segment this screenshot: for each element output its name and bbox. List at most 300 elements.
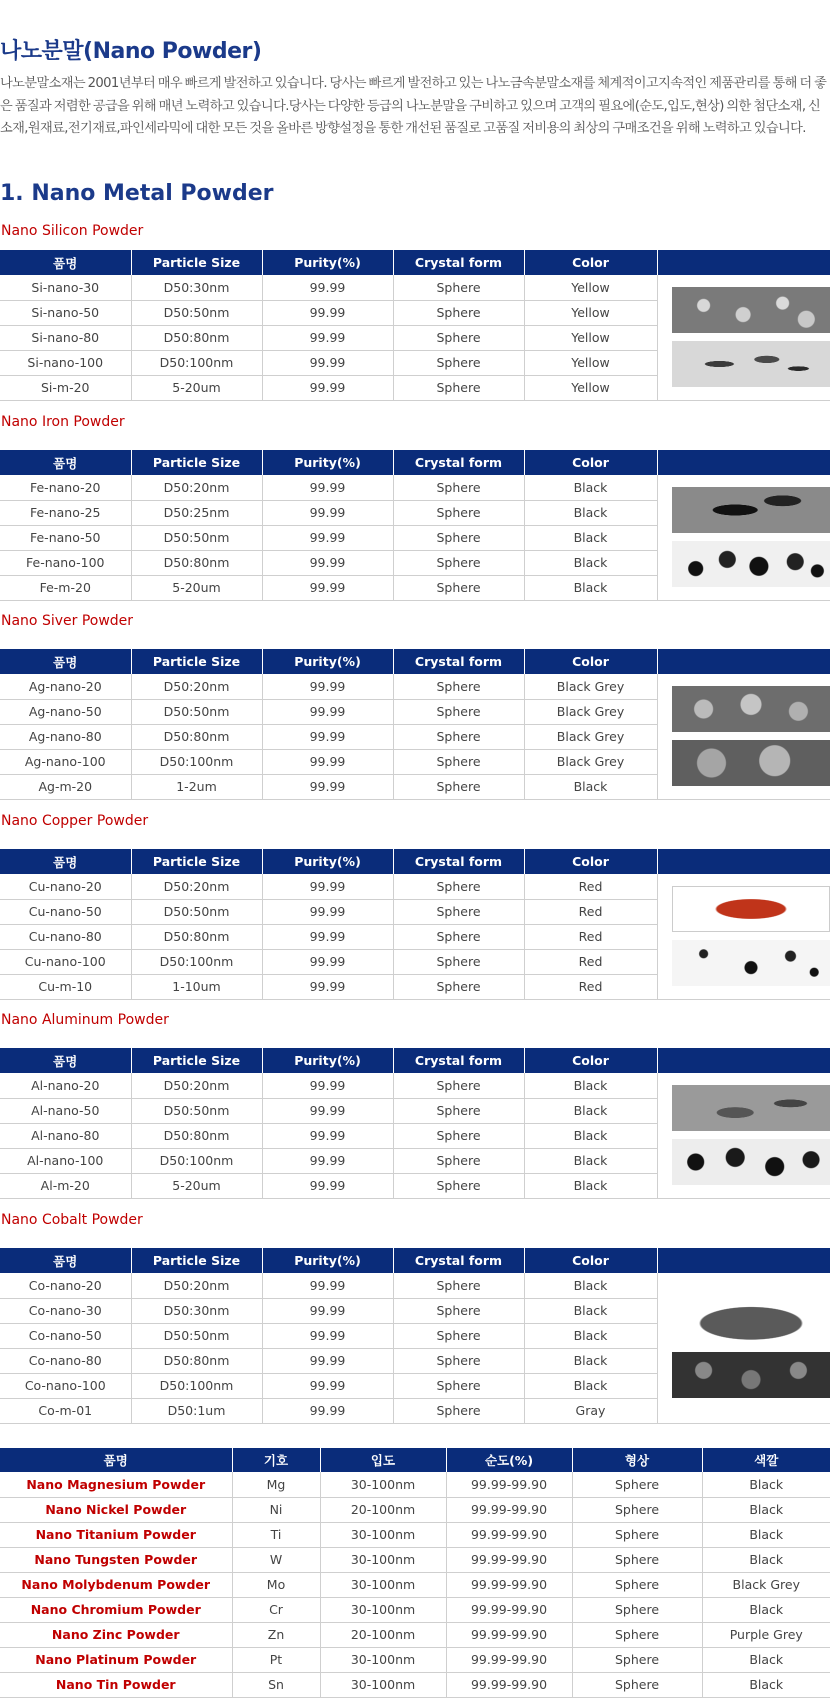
table-cell: Ti xyxy=(232,1522,320,1547)
table-cell: Black xyxy=(524,475,657,500)
table-cell: Sphere xyxy=(393,874,524,899)
table-cell: Sphere xyxy=(393,899,524,924)
table-cell: Black xyxy=(702,1547,830,1572)
table-cell: 99.99-99.90 xyxy=(446,1497,572,1522)
table-cell: Zn xyxy=(232,1622,320,1647)
column-header: 품명 xyxy=(0,1448,232,1472)
powder-photos xyxy=(657,674,830,799)
table-cell: 99.99 xyxy=(262,275,393,300)
table-cell: Sphere xyxy=(572,1622,702,1647)
column-header: Purity(%) xyxy=(262,1048,393,1073)
table-row xyxy=(0,1672,830,1697)
table-cell: Al-nano-50 xyxy=(0,1098,131,1123)
table-cell: 99.99 xyxy=(262,1073,393,1098)
table-cell: Sphere xyxy=(393,749,524,774)
group-title: Nano Silicon Powder xyxy=(1,223,144,239)
table-cell: Black xyxy=(702,1522,830,1547)
table-cell: 99.99 xyxy=(262,674,393,699)
intro-paragraph: 나노분말소재는 2001년부터 매우 빠르게 발전하고 있습니다. 당사는 빠르게 발전하고 있는 나노금속분말소재를 체계적이고지속적인 제품관리를 통해 더 좋은 품질과 저렴한 공급을 위해 매년 노력하고 있습니다.당사는 다양한 등급의 나노분말을 구비하고 있으며 고객의 필요에(순도,입도,현상) 의한 첨단소재, 신소재,원재료,전기재료,파인세라믹에 대한 모든 것을 올바른 방향설정을 통한 개선된 품질로 고품질 저비용의 최상의 구매조건을 위해 노력하고 있습니다. xyxy=(0,76,827,136)
column-header: Particle Size xyxy=(131,1248,262,1273)
table-cell: 99.99 xyxy=(262,375,393,400)
table-cell: 99.99 xyxy=(262,1098,393,1123)
table-cell: D50:25nm xyxy=(131,500,262,525)
table-cell: Black xyxy=(524,1123,657,1148)
powder-photos xyxy=(657,1073,830,1198)
table-cell: Black Grey xyxy=(524,724,657,749)
table-cell: D50:50nm xyxy=(131,1098,262,1123)
column-header: Color xyxy=(524,649,657,674)
product-name: Nano Molybdenum Powder xyxy=(0,1572,232,1597)
table-cell: 99.99-99.90 xyxy=(446,1672,572,1697)
table-cell: Sphere xyxy=(393,1148,524,1173)
table-cell: Mo xyxy=(232,1572,320,1597)
table-cell: Sphere xyxy=(572,1597,702,1622)
table-cell: Sphere xyxy=(572,1522,702,1547)
table-cell: Black Grey xyxy=(702,1572,830,1597)
table-cell: D50:100nm xyxy=(131,1148,262,1173)
table-cell: D50:20nm xyxy=(131,674,262,699)
table-cell: Black xyxy=(524,1373,657,1398)
table-cell: Sphere xyxy=(393,475,524,500)
page-title: 나노분말(Nano Powder) xyxy=(0,39,262,64)
column-header: 순도(%) xyxy=(446,1448,572,1472)
table-cell: 99.99 xyxy=(262,1373,393,1398)
table-cell: Sphere xyxy=(393,674,524,699)
column-header: Crystal form xyxy=(393,1048,524,1073)
table-cell: Al-nano-20 xyxy=(0,1073,131,1098)
column-header: Crystal form xyxy=(393,1248,524,1273)
table-cell: Si-nano-50 xyxy=(0,300,131,325)
table-cell: 99.99 xyxy=(262,1323,393,1348)
column-header: 품명 xyxy=(0,250,131,275)
table-cell: Yellow xyxy=(524,350,657,375)
product-name: Nano Nickel Powder xyxy=(0,1497,232,1522)
table-cell: D50:80nm xyxy=(131,325,262,350)
group-title: Nano Cobalt Powder xyxy=(1,1212,143,1228)
table-cell: 1-2um xyxy=(131,774,262,799)
column-header: Particle Size xyxy=(131,1048,262,1073)
table-cell: Sphere xyxy=(572,1472,702,1497)
table-cell: 1-10um xyxy=(131,974,262,999)
table-cell: Mg xyxy=(232,1472,320,1497)
image-column-header xyxy=(657,250,830,275)
table-cell: 99.99 xyxy=(262,300,393,325)
product-name: Nano Chromium Powder xyxy=(0,1597,232,1622)
table-cell: Al-m-20 xyxy=(0,1173,131,1198)
table-cell: Black xyxy=(702,1597,830,1622)
table-cell: Co-m-01 xyxy=(0,1398,131,1423)
table-cell: Black Grey xyxy=(524,699,657,724)
column-header: 품명 xyxy=(0,649,131,674)
table-cell: Si-nano-100 xyxy=(0,350,131,375)
table-cell: Sphere xyxy=(393,575,524,600)
table-cell: Black xyxy=(524,1098,657,1123)
table-cell: 99.99 xyxy=(262,1398,393,1423)
table-cell: Sphere xyxy=(572,1647,702,1672)
table-row xyxy=(0,275,830,300)
table-cell: Black xyxy=(702,1672,830,1697)
table-cell: Ag-nano-80 xyxy=(0,724,131,749)
table-row xyxy=(0,1522,830,1547)
table-cell: Sphere xyxy=(393,949,524,974)
table-cell: Fe-nano-25 xyxy=(0,500,131,525)
table-cell: 99.99 xyxy=(262,350,393,375)
product-table xyxy=(0,649,830,800)
powder-micrograph-image xyxy=(672,1085,830,1131)
table-cell: Sphere xyxy=(572,1547,702,1572)
product-name: Nano Titanium Powder xyxy=(0,1522,232,1547)
table-cell: Co-nano-100 xyxy=(0,1373,131,1398)
table-cell: Sphere xyxy=(393,300,524,325)
column-header: Crystal form xyxy=(393,450,524,475)
section-title: 1. Nano Metal Powder xyxy=(0,181,274,206)
image-column-header xyxy=(657,1048,830,1073)
column-header: 품명 xyxy=(0,450,131,475)
table-cell: 99.99-99.90 xyxy=(446,1622,572,1647)
table-cell: Si-nano-80 xyxy=(0,325,131,350)
table-cell: Black xyxy=(524,575,657,600)
table-cell: 20-100nm xyxy=(320,1497,446,1522)
table-cell: 99.99 xyxy=(262,874,393,899)
table-cell: 30-100nm xyxy=(320,1547,446,1572)
table-cell: Cu-nano-100 xyxy=(0,949,131,974)
table-cell: Ag-nano-50 xyxy=(0,699,131,724)
table-cell: Sphere xyxy=(393,974,524,999)
table-cell: D50:1um xyxy=(131,1398,262,1423)
table-row xyxy=(0,1622,830,1647)
column-header: 품명 xyxy=(0,1248,131,1273)
table-cell: Purple Grey xyxy=(702,1622,830,1647)
table-cell: 99.99-99.90 xyxy=(446,1597,572,1622)
table-cell: 30-100nm xyxy=(320,1672,446,1697)
column-header: 색깔 xyxy=(702,1448,830,1472)
column-header: Purity(%) xyxy=(262,649,393,674)
table-cell: 99.99 xyxy=(262,550,393,575)
table-cell: Cu-nano-80 xyxy=(0,924,131,949)
table-cell: Yellow xyxy=(524,325,657,350)
table-row xyxy=(0,475,830,500)
table-cell: 99.99 xyxy=(262,924,393,949)
column-header: Color xyxy=(524,250,657,275)
column-header: Purity(%) xyxy=(262,849,393,874)
table-cell: Cu-nano-50 xyxy=(0,899,131,924)
table-cell: Black xyxy=(524,1323,657,1348)
product-table xyxy=(0,849,830,1000)
table-cell: Sphere xyxy=(393,325,524,350)
table-row xyxy=(0,1547,830,1572)
table-cell: Sphere xyxy=(393,1273,524,1298)
table-cell: Black xyxy=(702,1472,830,1497)
table-cell: 30-100nm xyxy=(320,1572,446,1597)
table-cell: Black Grey xyxy=(524,674,657,699)
table-cell: D50:30nm xyxy=(131,1298,262,1323)
table-cell: Al-nano-100 xyxy=(0,1148,131,1173)
table-cell: D50:20nm xyxy=(131,475,262,500)
column-header: Crystal form xyxy=(393,250,524,275)
powder-micrograph-image xyxy=(672,1352,830,1398)
table-row xyxy=(0,674,830,699)
table-cell: Sphere xyxy=(393,525,524,550)
table-cell: Sphere xyxy=(393,500,524,525)
powder-photos xyxy=(657,1273,830,1423)
table-cell: 30-100nm xyxy=(320,1522,446,1547)
table-cell: 99.99 xyxy=(262,500,393,525)
table-row xyxy=(0,1572,830,1597)
column-header: Color xyxy=(524,450,657,475)
table-cell: Black xyxy=(524,1348,657,1373)
table-cell: Ag-nano-100 xyxy=(0,749,131,774)
group-title: Nano Aluminum Powder xyxy=(1,1012,169,1028)
table-row xyxy=(0,1472,830,1497)
table-cell: W xyxy=(232,1547,320,1572)
table-row xyxy=(0,1497,830,1522)
table-cell: D50:100nm xyxy=(131,949,262,974)
product-table xyxy=(0,450,830,601)
table-cell: Cu-m-10 xyxy=(0,974,131,999)
table-cell: D50:20nm xyxy=(131,874,262,899)
powder-micrograph-image xyxy=(672,1298,830,1344)
powder-micrograph-image xyxy=(672,886,830,932)
table-cell: Fe-nano-50 xyxy=(0,525,131,550)
table-cell: Cu-nano-20 xyxy=(0,874,131,899)
table-cell: Si-m-20 xyxy=(0,375,131,400)
table-cell: Fe-nano-20 xyxy=(0,475,131,500)
table-cell: Red xyxy=(524,874,657,899)
group-title: Nano Iron Powder xyxy=(1,414,125,430)
table-cell: Co-nano-30 xyxy=(0,1298,131,1323)
table-cell: Sphere xyxy=(393,699,524,724)
table-cell: 99.99 xyxy=(262,974,393,999)
product-name: Nano Tin Powder xyxy=(0,1672,232,1697)
product-table xyxy=(0,1048,830,1199)
table-cell: Sphere xyxy=(393,774,524,799)
table-cell: Black xyxy=(524,525,657,550)
table-cell: D50:100nm xyxy=(131,749,262,774)
table-cell: Sphere xyxy=(393,1373,524,1398)
table-cell: Sphere xyxy=(393,724,524,749)
column-header: 품명 xyxy=(0,849,131,874)
group-title: Nano Siver Powder xyxy=(1,613,134,629)
table-row xyxy=(0,874,830,899)
table-cell: D50:80nm xyxy=(131,924,262,949)
table-cell: D50:100nm xyxy=(131,1373,262,1398)
table-cell: Sphere xyxy=(393,1398,524,1423)
table-cell: Ag-m-20 xyxy=(0,774,131,799)
table-cell: Co-nano-20 xyxy=(0,1273,131,1298)
image-column-header xyxy=(657,849,830,874)
table-cell: Sphere xyxy=(393,1298,524,1323)
table-cell: D50:50nm xyxy=(131,525,262,550)
image-column-header xyxy=(657,1248,830,1273)
table-cell: D50:50nm xyxy=(131,300,262,325)
table-cell: Fe-nano-100 xyxy=(0,550,131,575)
table-cell: Sphere xyxy=(393,550,524,575)
table-cell: 20-100nm xyxy=(320,1622,446,1647)
table-cell: Sn xyxy=(232,1672,320,1697)
table-cell: Ag-nano-20 xyxy=(0,674,131,699)
table-cell: 30-100nm xyxy=(320,1647,446,1672)
column-header: Purity(%) xyxy=(262,1248,393,1273)
table-cell: 99.99 xyxy=(262,699,393,724)
powder-photos xyxy=(657,874,830,999)
table-cell: 99.99-99.90 xyxy=(446,1547,572,1572)
table-cell: Sphere xyxy=(572,1572,702,1597)
table-cell: Black xyxy=(702,1647,830,1672)
column-header: Crystal form xyxy=(393,849,524,874)
table-cell: D50:30nm xyxy=(131,275,262,300)
table-cell: Si-nano-30 xyxy=(0,275,131,300)
table-cell: Black Grey xyxy=(524,749,657,774)
product-name: Nano Magnesium Powder xyxy=(0,1472,232,1497)
table-cell: Black xyxy=(524,1148,657,1173)
table-cell: Black xyxy=(524,1173,657,1198)
table-cell: Black xyxy=(524,1298,657,1323)
table-cell: 99.99-99.90 xyxy=(446,1522,572,1547)
table-cell: Sphere xyxy=(393,1323,524,1348)
table-cell: Red xyxy=(524,974,657,999)
table-cell: Sphere xyxy=(393,1348,524,1373)
table-cell: Sphere xyxy=(572,1672,702,1697)
table-cell: 99.99 xyxy=(262,1148,393,1173)
table-cell: 99.99 xyxy=(262,525,393,550)
table-row xyxy=(0,1647,830,1672)
product-table xyxy=(0,250,830,401)
table-cell: Sphere xyxy=(393,1098,524,1123)
table-cell: 5-20um xyxy=(131,575,262,600)
column-header: Color xyxy=(524,849,657,874)
table-cell: 99.99-99.90 xyxy=(446,1472,572,1497)
table-cell: Co-nano-50 xyxy=(0,1323,131,1348)
powder-photos xyxy=(657,475,830,600)
product-name: Nano Tungsten Powder xyxy=(0,1547,232,1572)
table-cell: 99.99 xyxy=(262,475,393,500)
column-header: Particle Size xyxy=(131,250,262,275)
powder-photos xyxy=(657,275,830,400)
table-cell: 30-100nm xyxy=(320,1597,446,1622)
table-cell: D50:50nm xyxy=(131,1323,262,1348)
table-cell: 99.99 xyxy=(262,774,393,799)
table-cell: Red xyxy=(524,949,657,974)
table-cell: 99.99 xyxy=(262,1123,393,1148)
table-cell: 99.99 xyxy=(262,325,393,350)
powder-micrograph-image xyxy=(672,541,830,587)
table-cell: 99.99 xyxy=(262,949,393,974)
powder-micrograph-image xyxy=(672,487,830,533)
image-column-header xyxy=(657,649,830,674)
misc-powder-table xyxy=(0,1448,830,1698)
table-cell: Sphere xyxy=(393,275,524,300)
table-cell: Pt xyxy=(232,1647,320,1672)
table-cell: 99.99-99.90 xyxy=(446,1572,572,1597)
table-cell: Gray xyxy=(524,1398,657,1423)
column-header: Particle Size xyxy=(131,450,262,475)
powder-micrograph-image xyxy=(672,341,830,387)
table-cell: 5-20um xyxy=(131,375,262,400)
table-cell: Sphere xyxy=(393,1123,524,1148)
table-cell: Black xyxy=(524,774,657,799)
column-header: Particle Size xyxy=(131,849,262,874)
image-column-header xyxy=(657,450,830,475)
column-header: Crystal form xyxy=(393,649,524,674)
column-header: Color xyxy=(524,1248,657,1273)
table-cell: 99.99 xyxy=(262,749,393,774)
table-cell: D50:20nm xyxy=(131,1073,262,1098)
product-name: Nano Zinc Powder xyxy=(0,1622,232,1647)
table-cell: Yellow xyxy=(524,375,657,400)
column-header: Particle Size xyxy=(131,649,262,674)
powder-micrograph-image xyxy=(672,740,830,786)
column-header: 형상 xyxy=(572,1448,702,1472)
table-cell: Co-nano-80 xyxy=(0,1348,131,1373)
table-cell: 99.99-99.90 xyxy=(446,1647,572,1672)
table-cell: D50:80nm xyxy=(131,1123,262,1148)
table-cell: 30-100nm xyxy=(320,1472,446,1497)
table-cell: D50:50nm xyxy=(131,699,262,724)
table-cell: D50:20nm xyxy=(131,1273,262,1298)
table-cell: D50:80nm xyxy=(131,724,262,749)
product-name: Nano Platinum Powder xyxy=(0,1647,232,1672)
group-title: Nano Copper Powder xyxy=(1,813,149,829)
table-cell: Black xyxy=(524,1073,657,1098)
column-header: Purity(%) xyxy=(262,450,393,475)
table-cell: Al-nano-80 xyxy=(0,1123,131,1148)
table-cell: Ni xyxy=(232,1497,320,1522)
table-cell: Yellow xyxy=(524,300,657,325)
table-cell: D50:50nm xyxy=(131,899,262,924)
powder-micrograph-image xyxy=(672,287,830,333)
table-cell: Black xyxy=(524,550,657,575)
table-cell: 99.99 xyxy=(262,1173,393,1198)
table-cell: 99.99 xyxy=(262,1298,393,1323)
powder-micrograph-image xyxy=(672,1139,830,1185)
table-cell: Sphere xyxy=(393,350,524,375)
table-cell: 99.99 xyxy=(262,899,393,924)
column-header: 기호 xyxy=(232,1448,320,1472)
table-row xyxy=(0,1273,830,1298)
column-header: Color xyxy=(524,1048,657,1073)
column-header: Purity(%) xyxy=(262,250,393,275)
table-cell: Sphere xyxy=(393,1173,524,1198)
table-cell: Fe-m-20 xyxy=(0,575,131,600)
table-cell: Black xyxy=(524,500,657,525)
powder-micrograph-image xyxy=(672,940,830,986)
table-cell: Sphere xyxy=(572,1497,702,1522)
table-cell: Sphere xyxy=(393,1073,524,1098)
table-cell: Sphere xyxy=(393,375,524,400)
table-cell: 99.99 xyxy=(262,1348,393,1373)
table-cell: 99.99 xyxy=(262,575,393,600)
table-cell: 5-20um xyxy=(131,1173,262,1198)
table-cell: D50:100nm xyxy=(131,350,262,375)
table-cell: 99.99 xyxy=(262,1273,393,1298)
table-cell: Sphere xyxy=(393,924,524,949)
table-cell: Red xyxy=(524,899,657,924)
table-cell: Black xyxy=(702,1497,830,1522)
table-row xyxy=(0,1073,830,1098)
table-cell: D50:80nm xyxy=(131,1348,262,1373)
table-cell: 99.99 xyxy=(262,724,393,749)
table-row xyxy=(0,1597,830,1622)
product-table xyxy=(0,1248,830,1424)
column-header: 입도 xyxy=(320,1448,446,1472)
table-cell: Yellow xyxy=(524,275,657,300)
table-cell: Cr xyxy=(232,1597,320,1622)
powder-micrograph-image xyxy=(672,686,830,732)
table-cell: Red xyxy=(524,924,657,949)
column-header: 품명 xyxy=(0,1048,131,1073)
table-cell: Black xyxy=(524,1273,657,1298)
table-cell: D50:80nm xyxy=(131,550,262,575)
